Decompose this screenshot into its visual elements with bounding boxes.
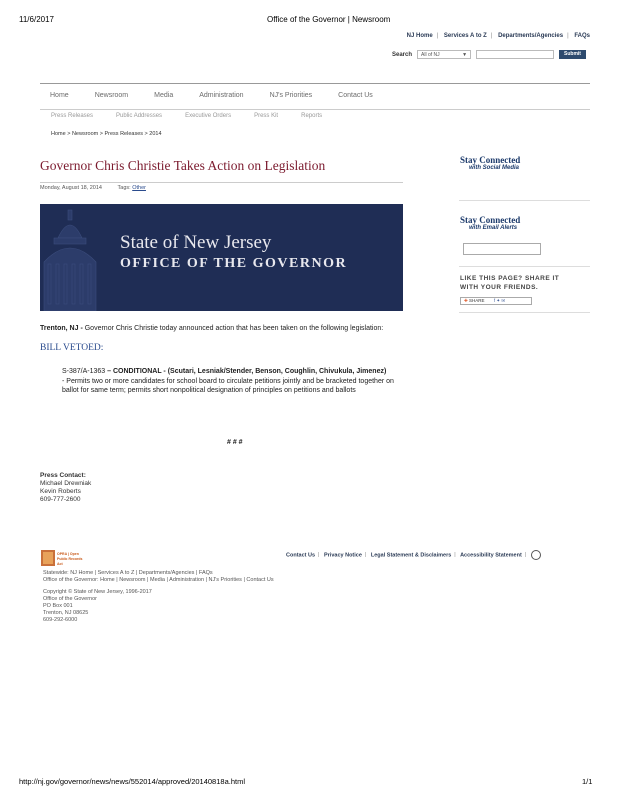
social-icons: f ✦ ✉ <box>493 298 506 303</box>
bill-heading: BILL VETOED: <box>40 343 104 353</box>
nav-newsroom[interactable]: Newsroom <box>94 92 129 99</box>
tags-label: Tags: <box>117 185 131 191</box>
lede-text: Governor Chris Christie today announced action that has been taken on the following legislation: <box>84 325 384 332</box>
contact-name: Kevin Roberts <box>40 488 81 495</box>
opra-logo[interactable]: OPRA | Open Public Records Act <box>41 550 85 566</box>
top-links: NJ Home | Services A to Z | Departments/Agencies | FAQs <box>406 33 590 39</box>
email-input[interactable] <box>463 243 541 255</box>
contact-label: Press Contact: <box>40 472 86 479</box>
nav-contact[interactable]: Contact Us <box>338 92 373 99</box>
email-title[interactable]: Stay Connected <box>460 215 521 225</box>
share-button[interactable]: ✚ SHARE f ✦ ✉ <box>460 297 532 305</box>
top-link-faqs[interactable]: FAQs <box>574 33 590 39</box>
footer-link-accessibility[interactable]: Accessibility Statement <box>460 552 522 559</box>
social-subtitle[interactable]: with Social Media <box>469 165 520 171</box>
article-lede <box>40 325 420 332</box>
nav-home[interactable]: Home <box>50 92 69 99</box>
page-title: Governor Chris Christie Takes Action on Legislation <box>40 158 326 173</box>
accessibility-icon[interactable] <box>531 550 541 560</box>
bill-item <box>62 367 412 396</box>
divider <box>459 312 590 313</box>
page-number: 1/1 <box>582 777 593 786</box>
article-meta <box>40 185 146 191</box>
footer-nav <box>43 570 274 584</box>
banner-state-name: State of New Jersey <box>120 232 272 253</box>
search-submit-button[interactable]: Submit <box>559 50 586 59</box>
footer-link-contact[interactable]: Contact Us <box>286 552 316 559</box>
chevron-down-icon: ▼ <box>462 52 468 58</box>
email-subtitle[interactable]: with Email Alerts <box>469 225 518 231</box>
share-prompt: LIKE THIS PAGE? SHARE IT WITH YOUR FRIENDS. <box>460 275 560 291</box>
plus-icon: ✚ <box>464 298 468 303</box>
subnav-public-addresses[interactable]: Public Addresses <box>116 113 163 119</box>
governor-banner <box>40 204 403 311</box>
bill-status: – CONDITIONAL - (Scutari, Lesniak/Stender, Benson, Coughlin, Chivukula, Jimenez) <box>107 368 387 375</box>
social-title[interactable]: Stay Connected <box>460 155 521 165</box>
press-contact <box>40 472 91 504</box>
banner-office-name: OFFICE OF THE GOVERNOR <box>120 256 348 271</box>
nav-media[interactable]: Media <box>154 92 174 99</box>
footer-office[interactable]: Office of the Governor: Home | Newsroom | Media | Administration | NJ's Priorities | Contact Us <box>43 577 274 583</box>
top-link-departments[interactable]: Departments/Agencies <box>498 33 564 39</box>
contact-name: Michael Drewniak <box>40 480 92 487</box>
subnav-press-kit[interactable]: Press Kit <box>254 113 279 119</box>
footer-link-privacy[interactable]: Privacy Notice <box>324 552 362 559</box>
subnav-reports[interactable]: Reports <box>301 113 323 119</box>
search-label: Search <box>392 51 413 58</box>
top-link-nj-home[interactable]: NJ Home <box>406 33 433 39</box>
search-row <box>392 50 586 59</box>
footer-links: Contact Us | Privacy Notice | Legal Statement & Disclaimers | Accessibility Statement | <box>286 550 541 560</box>
bill-id: S-387/A-1363 <box>62 368 106 375</box>
main-nav <box>40 83 590 110</box>
search-scope-select[interactable]: All of NJ ▼ <box>417 50 471 59</box>
article-date: Monday, August 18, 2014 <box>40 185 102 191</box>
email-box <box>460 215 520 231</box>
footer-copyright: Copyright © State of New Jersey, 1996-2017 Office of the Governor PO Box 001 Trenton, NJ 08625 609-292-6000 <box>43 589 152 623</box>
subnav-press-releases[interactable]: Press Releases <box>51 113 94 119</box>
sub-nav <box>51 113 345 119</box>
print-title: Office of the Governor | Newsroom <box>267 15 391 24</box>
social-box <box>460 155 520 171</box>
print-url: http://nj.gov/governor/news/news/552014/approved/20140818a.html <box>19 777 245 786</box>
dateline: Trenton, NJ - <box>40 325 83 332</box>
divider <box>459 266 590 267</box>
end-mark: # # # <box>227 439 243 446</box>
breadcrumb[interactable]: Home > Newsroom > Press Releases > 2014 <box>51 131 162 137</box>
nav-priorities[interactable]: NJ's Priorities <box>269 92 313 99</box>
footer-link-legal[interactable]: Legal Statement & Disclaimers <box>370 552 452 559</box>
contact-phone: 609-777-2600 <box>40 496 81 503</box>
search-input[interactable] <box>476 50 554 59</box>
footer-statewide[interactable]: Statewide: NJ Home | Services A to Z | Departments/Agencies | FAQs <box>43 570 213 576</box>
nav-administration[interactable]: Administration <box>199 92 244 99</box>
bill-description: - Permits two or more candidates for school board to circulate petitions jointly and be bracketed together on ballot for same term; permits short nonpolitical designation of principles on petitions and ballots <box>62 377 394 394</box>
top-link-services[interactable]: Services A to Z <box>443 33 487 39</box>
tag-link[interactable]: Other <box>132 185 146 191</box>
divider <box>459 200 590 201</box>
divider <box>40 182 403 183</box>
print-date: 11/6/2017 <box>19 15 54 24</box>
subnav-executive-orders[interactable]: Executive Orders <box>185 113 232 119</box>
